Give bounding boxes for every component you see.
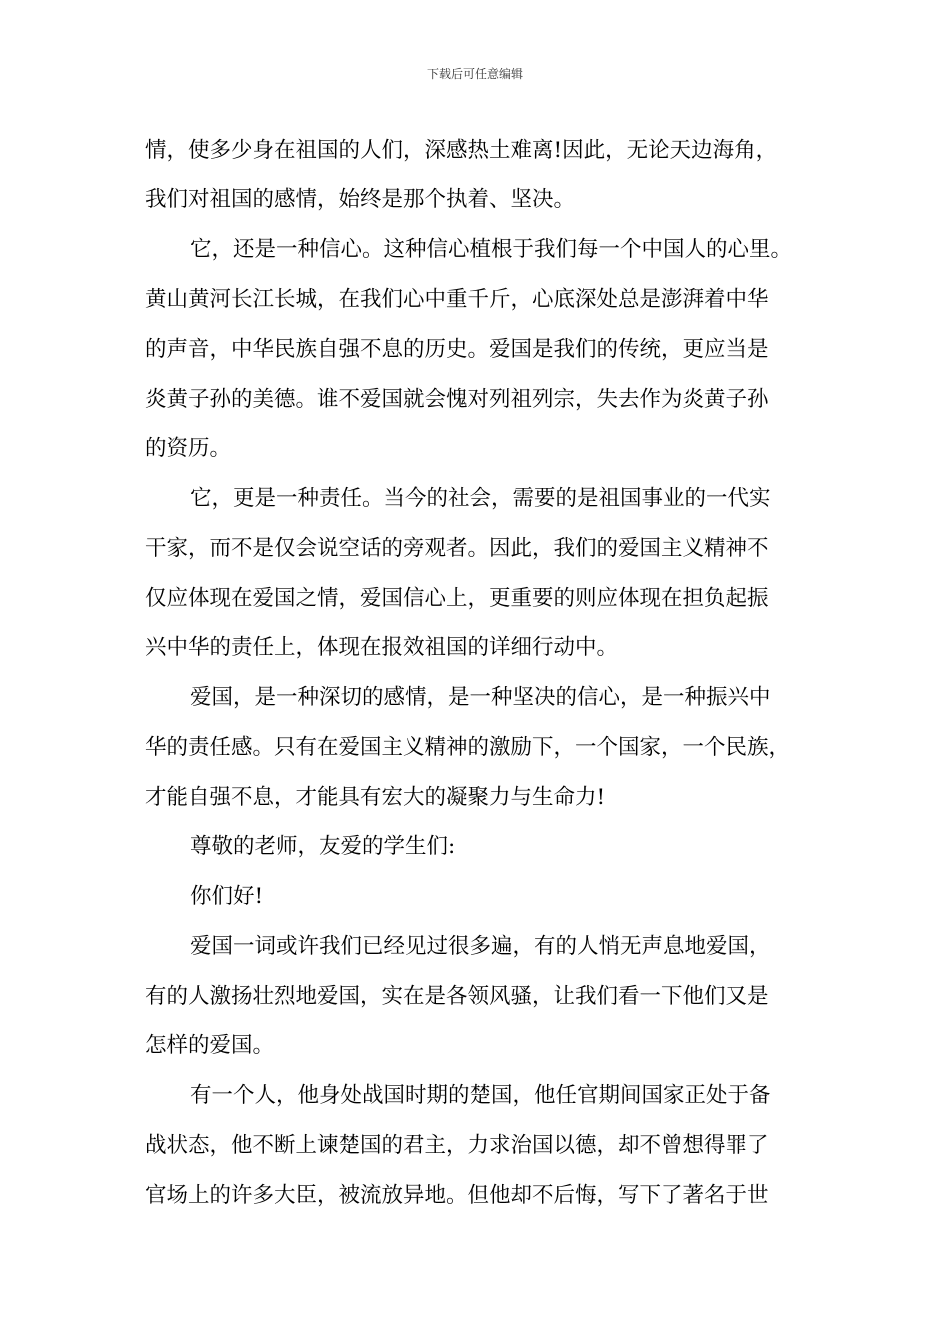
text-line: 官场上的许多大臣，被流放异地。但他却不后悔，写下了著名于世 [145,1183,769,1208]
text-line: 怎样的爱国。 [145,1033,275,1058]
text-line: 情，使多少身在祖国的人们，深感热土难离!因此，无论天边海角， [145,138,778,163]
text-line: 华的责任感。只有在爱国主义精神的激励下，一个国家，一个民族， [145,735,791,760]
paragraph-start-line: 爱国，是一种深切的感情，是一种坚决的信心，是一种振兴中 [190,685,771,710]
text-line: 干家，而不是仅会说空话的旁观者。因此，我们的爱国主义精神不 [145,536,769,561]
text-line: 黄山黄河长江长城，在我们心中重千斤，心底深处总是澎湃着中华 [145,287,769,312]
salutation-line: 尊敬的老师，友爱的学生们: [190,834,456,859]
text-line: 我们对祖国的感情，始终是那个执着、坚决。 [145,187,576,212]
text-line: 的资历。 [145,436,232,461]
text-line: 兴中华的责任上，体现在报效祖国的详细行动中。 [145,635,619,660]
text-line: 的声音，中华民族自强不息的历史。爱国是我们的传统，更应当是 [145,337,769,362]
text-line: 战状态，他不断上谏楚国的君主，力求治国以德，却不曾想得罪了 [145,1133,769,1158]
paragraph-start-line: 有一个人，他身处战国时期的楚国，他任官期间国家正处于备 [190,1083,771,1108]
text-line: 炎黄子孙的美德。谁不爱国就会愧对列祖列宗，失去作为炎黄子孙 [145,387,769,412]
page-header: 下载后可任意编辑 [426,67,523,81]
text-line: 才能自强不息，才能具有宏大的凝聚力与生命力! [145,785,606,810]
text-line: 有的人激扬壮烈地爱国，实在是各领风骚，让我们看一下他们又是 [145,984,769,1009]
paragraph-start-line: 它，更是一种责任。当今的社会，需要的是祖国事业的一代实 [190,486,771,511]
greeting-line: 你们好! [190,884,264,909]
paragraph-start-line: 它，还是一种信心。这种信心植根于我们每一个中国人的心里。 [190,237,793,262]
text-line: 仅应体现在爱国之情，爱国信心上，更重要的则应体现在担负起振 [145,586,769,611]
paragraph-start-line: 爱国一词或许我们已经见过很多遍，有的人悄无声息地爱国， [190,934,771,959]
